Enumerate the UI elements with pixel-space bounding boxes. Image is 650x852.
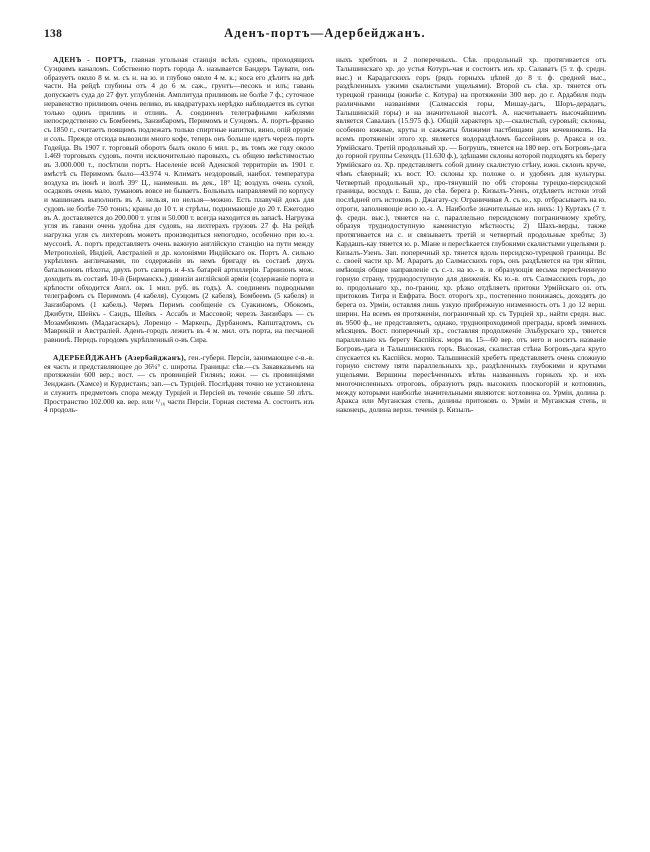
entry-aden-port: [44, 56, 314, 345]
column-right: [336, 56, 606, 824]
running-head: Аденъ-портъ—Адербейджанъ.: [224, 26, 426, 40]
entry-body-aderbeidzhan: ген.-губерн. Персіи, занимающее с-в.-в. ея часть и представляющее до 36¼° с. широты. Границы: сѣв.—съ Закавказьемъ на протяженіи 600 вер.; вост. — съ провинціей Гилянъ; южн. — съ провинціями Зенджанъ (Хамсе) и Курдистанъ; зап.—съ Турціей. Послѣдняя точно не установлена и служитъ предметомъ спора между Турціей и Персіей въ теченіе свыше 50 лѣтъ. Пространство 102.000 кв. вер. или ¹/₁₆ части Персіи. Горная система А. состоитъ изъ 4 продоль-: [44, 352, 314, 415]
page-number: 138: [44, 28, 63, 40]
entry-aderbeidzhan: [44, 354, 314, 415]
entry-title-aderbeidzhan: АДЕРБЕЙДЖАНЪ (Азербайджанъ),: [53, 352, 187, 362]
entry-continuation: [336, 56, 606, 415]
entry-title-aden-port: АДЕНЪ - ПОРТЪ,: [53, 55, 127, 64]
column-left: [44, 56, 314, 824]
entry-body-aden-port: главная угольная станція всѣхъ судовъ, проходящихъ Суэцкимъ каналомъ. Собственно портъ города А. называется Бандеръ Таувати, онъ образуетъ около 8 м. м. съ н. на ю. и глубоко около 4 м. к.; коса его дѣлитъ на двѣ части. На рейдѣ глубины отъ 4 до 6 м. саж., грунтъ—песокъ и илъ; гавань допускаетъ суда до 27 фут. углубленія. Амплитуда приливовъ не болѣе 7 ф.; суточное неравенство приливовъ очень велико, въ квадратурахъ нерѣдко наблюдается въ сутки только одинъ приливъ и отливъ. А. соединенъ телеграфными кабелями непосредственно съ Бомбеемъ, Занзибаромъ, Перимомъ и Суэцомъ. А. портъ-франко съ 1850 г., считаетъ поящимъ подлежатъ только спиртные напитки, вино, опій оружіе и соль. Прежде отсюда вывозили много кофе, теперь онъ больше идетъ черезъ портъ Годейда. Въ 1907 г. торговый оборотъ былъ около 6 мил. р., въ томъ же году около 1.469 торговыхъ судовъ, почти исключительно паровыхъ, съ общею вмѣстимостью въ 3.000.000 т., посѣтили портъ. Населеніе всей Аденской территоріи въ 1901 г. вмѣстѣ съ Перимомъ было—43.974 ч. Климатъ нездоровый, наибол. температура воздуха въ іюнѣ и іюлѣ 39° Ц., наименьш. въ дек., 18° Ц; воздухъ очень сухой, осадковъ очень мало, тумановъ вовсе не бываетъ. Больныхъ направляемй по корпусу и машинамъ выполнить въ А. нельзя, но нельзя—можно. Есть плавучій докъ для судовъ не болѣе 750 тоннъ; краны до 10 т. и стрѣлы, поднимающіе до 20 т. Ежегодно въ А. доставляется до 200.000 т. угля и 50.000 т. всегда находится въ запасѣ. Нагрузка угля въ гавани очень удобна для судовъ, на лихтерахъ грузовъ 27 ф. На рейдѣ нагрузка угля съ лихтеровъ можетъ производиться непогодно, особенно при ю.-з. муссонѣ. А. портъ представляетъ очень важную англійскую станцію на пути между Метрополіей, Индіей, Австраліей и др. колоніями Индійскаго ок. Портъ А. сильно укрѣпленъ англичанами, по содержаніи въ немъ бригаду въ составѣ двухъ батальоновъ пѣхоты, двухъ ротъ саперъ и 4-хъ батарей артиллеріи. Гарнизонъ мож. доходить въ составѣ 10-й (Бирманскъ.) дивизіи англійской арміи (содержаніе порта и крѣпости обходится Англ. ок. 1 мил. руб. въ годъ). А. соединенъ подводными телеграфомъ съ Перимомъ (4 кабеля), Суэцомъ (2 кабеля), Бомбеемъ (5 кабеля) и Занзибаромъ (1 кабель). Чермъ Перимъ сообщеніе съ Суакиномъ, Обокомъ, Джибути, Шейкъ - Саидъ, Шейкъ - Ассабъ и Массовой; черезъ Занзибаръ — съ Мозамбикомъ (Мадагаскаръ), Лоренцо - Маркецъ, Дурбаномъ, Капштадтомъ, съ Маврикій и Австраліей. Аденъ-городъ лежитъ въ 4 м. мил. отъ порта, на песчаной равнинѣ. Передъ городомъ укрѣпленный о-въ Сира.: [44, 55, 314, 344]
entry-body-continuation: ныхъ хребтовъ и 2 поперечныхъ. Сѣв. продольный хр. протягивается отъ Талышинскаго хр. до устья Котуръ-чая и состоитъ изъ хр. Салаватъ (5 т. ф. средн. выс.) и Карадагскихъ горъ (рядъ горныхъ цѣпей до 8 т. ф. средней выс., раздѣленныхъ узкими скалистыми ущельями). Второй съ сѣв. хр. тянется отъ турецкой границы (южнѣе с. Котура) на протяженіи 300 вер. до г. Ардабиля подъ различными названіями (Салмасскія горы, Мишау-дагъ, Шоръ-дерадагъ, Талышинскій горы) и на значительной высотѣ. А. насчитываетъ высочайшимъ является Саваланъ (15.975 ф.). Общій характеръ хр.—скалистый, суровый; склоны, особенно южные, круты и сажжаты ближими пастбищами для кочевниковъ. На всемъ протяженіи этого хр. является водораздѣломъ бассейновъ р. Аракса и оз. Урмійскаго. Третій продольный хр. — Богрушъ, тянется на 180 вер. отъ Богровъ-дага до горной группы Сехендъ (11.630 ф.), здѣшами склоны которой подходятъ къ берегу Урмійскаго оз. Хр. представляетъ собой длину скалистую стѣну, южн. склонъ круче, чѣмъ сѣверный; къ вост. Ю. склоны хр. положе о. и удобенъ для культуры. Четвертый продольный хр., про-тянувшій по обѣ стороны турецко-персидской границы, восходъ г. Баша, до сѣв. берега р. Кизылъ-Узенъ, отдѣляетъ истоки этой послѣдней отъ истоковъ р. Джагату-су. Ограничивая А. съ ю., хр. отбрасываетъ на ю. отроги, заполняющіе всю ю.-з. А. Наиболѣе значительные изъ нихъ: 1) Куртакъ (7 т. ф. средн. выс.), тянется на с. параллельно персидскому пограничному хребту, образуя труднодоступную каменистую мѣстность; 2) Шахъ-верды, также протягивается на с. и связываетъ третій и четвертый продольные хребты; 3) Кардашъ-кау тянется ю. р. Міане и пересѣкается глубокими скалистыми ущельями р. Кизылъ-Узенъ. Зап. поперечный хр. тянется вдоль персидско-турецкой границы. Вс с. своей части хр. М. Араратъ до Салмасскихъ горъ, онъ раздѣляется на три яйтви, имѣющія общее направленіе съ с.-з. на ю.- в. и образующія весьма пересѣченную горную страну, труднодоступную для движенія. Къ ю.-в. отъ Салмасскихъ горъ, до ю. продольнаго хр., по-границ. хр. рѣзко отдѣляетъ притоки Урмійскаго оз. отъ притоковъ Тигра и Евфрата. Вост. оторогъ хр., постепенно понижаясь, доходятъ до берега оз. Урміи, оставляя лишь узкую прибрежную низменность отъ 1 до 12 верш. ширин. На всемъ ея протяженіи, пограничный хр. съ Турціей хр., найти средн. выс. въ 9500 ф., не представляетъ, однако, труднопроходимой преграды, кромѣ зимнихъ мѣсяцевъ. Вост. поперечный хр., составляя продолженіе Эльбурскаго хр., тянется параллельно къ берегу Каспійск. моря въ 15—60 вер. отъ него и носитъ названіе Богровъ-дага и Талышинскихъ горъ. Высокая, скалистая стѣна Богровъ-дага круто спускается къ Каспійск. морю. Талышинскій хребетъ представляетъ очень сложную горную систему пяти параллельныхъ хр., раздѣленныхъ глубокими и крутыми ущельями. Вершины пересѣченныхъ вѣтвь названныхъ горныхъ хр. и ихъ многочисленныхъ отроговъ, образуютъ рядъ высокихъ плоскогорій и котловинъ, между которыми наиболѣе значительными являются: котловина оз. Урміи, долина р. Аракса или Муганская степь, долины притоковъ о. Урміи и Муганская степь, и наконецъ, долина верхн. теченія р. Кизылъ-: [336, 55, 606, 414]
text-columns: [44, 56, 606, 824]
page-header: [44, 26, 606, 42]
